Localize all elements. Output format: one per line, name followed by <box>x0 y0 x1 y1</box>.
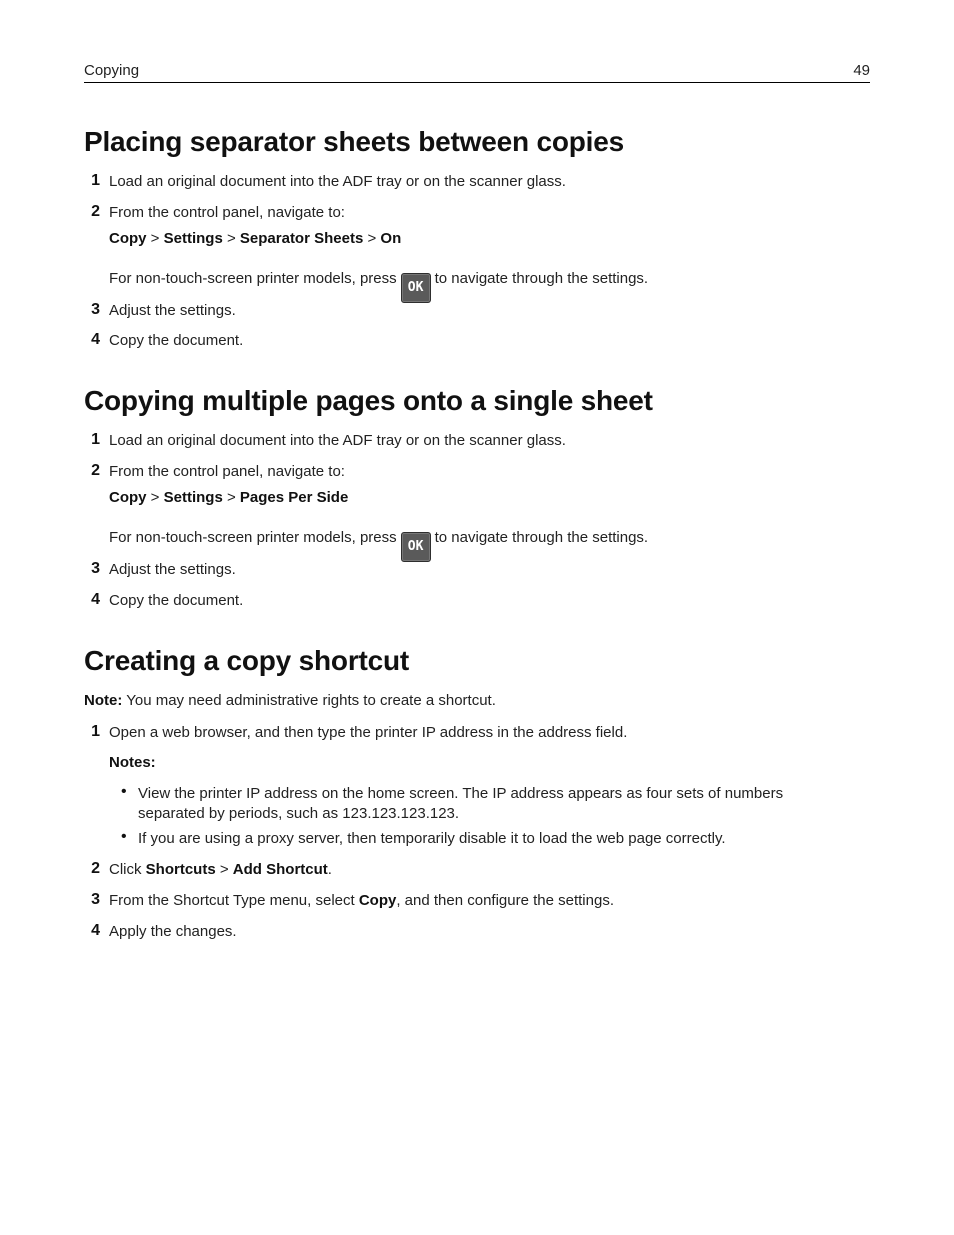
menu-path <box>109 230 401 247</box>
path-item: On <box>380 230 402 247</box>
step-text: Adjust the settings. <box>109 561 236 578</box>
instruction-text: For non-touch-screen printer models, press <box>109 529 397 546</box>
non-touch-instruction <box>109 265 648 303</box>
path-separator: > <box>219 861 229 878</box>
step-number: 2 <box>91 203 100 220</box>
step-text: From the control panel, navigate to: <box>109 463 345 480</box>
path-item: Settings <box>163 489 223 506</box>
step-text: Load an original document into the ADF tray or on the scanner glass. <box>109 432 566 449</box>
path-item: Settings <box>163 230 223 247</box>
ui-term-copy: Copy <box>358 892 397 909</box>
instruction-text: For non-touch-screen printer models, press <box>109 270 397 287</box>
step-number: 2 <box>91 860 100 877</box>
menu-path <box>109 489 348 506</box>
step-number: 1 <box>91 723 100 740</box>
ui-term-shortcuts: Shortcuts <box>145 861 216 878</box>
path-separator: > <box>226 230 236 247</box>
path-separator: > <box>226 489 236 506</box>
step-text: Apply the changes. <box>109 923 237 940</box>
ui-term-add-shortcut: Add Shortcut <box>232 861 328 878</box>
step-number: 3 <box>91 301 100 318</box>
header-rule <box>84 82 870 83</box>
bullet-text: View the printer IP address on the home screen. The IP address appears as four sets of numbers separated by periods, such as 123.123.123.123. <box>138 785 784 822</box>
bullet-icon: • <box>121 783 127 800</box>
non-touch-instruction <box>109 524 648 562</box>
step-text-suffix: . <box>327 861 332 878</box>
note <box>84 692 496 709</box>
path-separator: > <box>150 489 160 506</box>
path-separator: > <box>150 230 160 247</box>
ok-button-icon: OK <box>401 532 431 562</box>
step-text: Copy the document. <box>109 592 244 609</box>
step-text-prefix: From the Shortcut Type menu, select <box>109 892 355 909</box>
step-text <box>109 892 614 909</box>
step-text: Adjust the settings. <box>109 302 236 319</box>
step-text: Open a web browser, and then type the printer IP address in the address field. <box>109 724 628 741</box>
step-number: 4 <box>91 331 100 348</box>
note-text: You may need administrative rights to create a shortcut. <box>126 692 496 709</box>
ok-button-icon: OK <box>401 273 431 303</box>
path-item: Copy <box>109 230 147 247</box>
step-number: 2 <box>91 462 100 479</box>
step-text: Load an original document into the ADF tray or on the scanner glass. <box>109 173 566 190</box>
section-title-separator-sheets: Placing separator sheets between copies <box>84 126 624 157</box>
step-number: 4 <box>91 922 100 939</box>
step-text-suffix: , and then configure the settings. <box>396 892 614 909</box>
instruction-text: to navigate through the settings. <box>434 529 649 546</box>
step-number: 3 <box>91 891 100 908</box>
step-number: 3 <box>91 560 100 577</box>
step-number: 1 <box>91 172 100 189</box>
bullet-icon: • <box>121 828 127 845</box>
step-text: Copy the document. <box>109 332 244 349</box>
section-title-multiple-pages: Copying multiple pages onto a single sheet <box>84 385 653 416</box>
notes-label: Notes: <box>109 754 156 771</box>
step-number: 4 <box>91 591 100 608</box>
path-item: Copy <box>109 489 147 506</box>
path-item: Separator Sheets <box>239 230 364 247</box>
page-number: 49 <box>853 62 870 79</box>
step-text-prefix: Click <box>109 861 142 878</box>
step-text <box>109 861 332 878</box>
path-item: Pages Per Side <box>239 489 349 506</box>
path-separator: > <box>367 230 377 247</box>
step-text: From the control panel, navigate to: <box>109 204 345 221</box>
running-header-section: Copying <box>84 62 140 79</box>
note-label: Note: <box>84 692 123 709</box>
step-number: 1 <box>91 431 100 448</box>
section-title-copy-shortcut: Creating a copy shortcut <box>84 645 410 676</box>
bullet-text: If you are using a proxy server, then temporarily disable it to load the web page correctly. <box>138 830 726 847</box>
instruction-text: to navigate through the settings. <box>434 270 649 287</box>
